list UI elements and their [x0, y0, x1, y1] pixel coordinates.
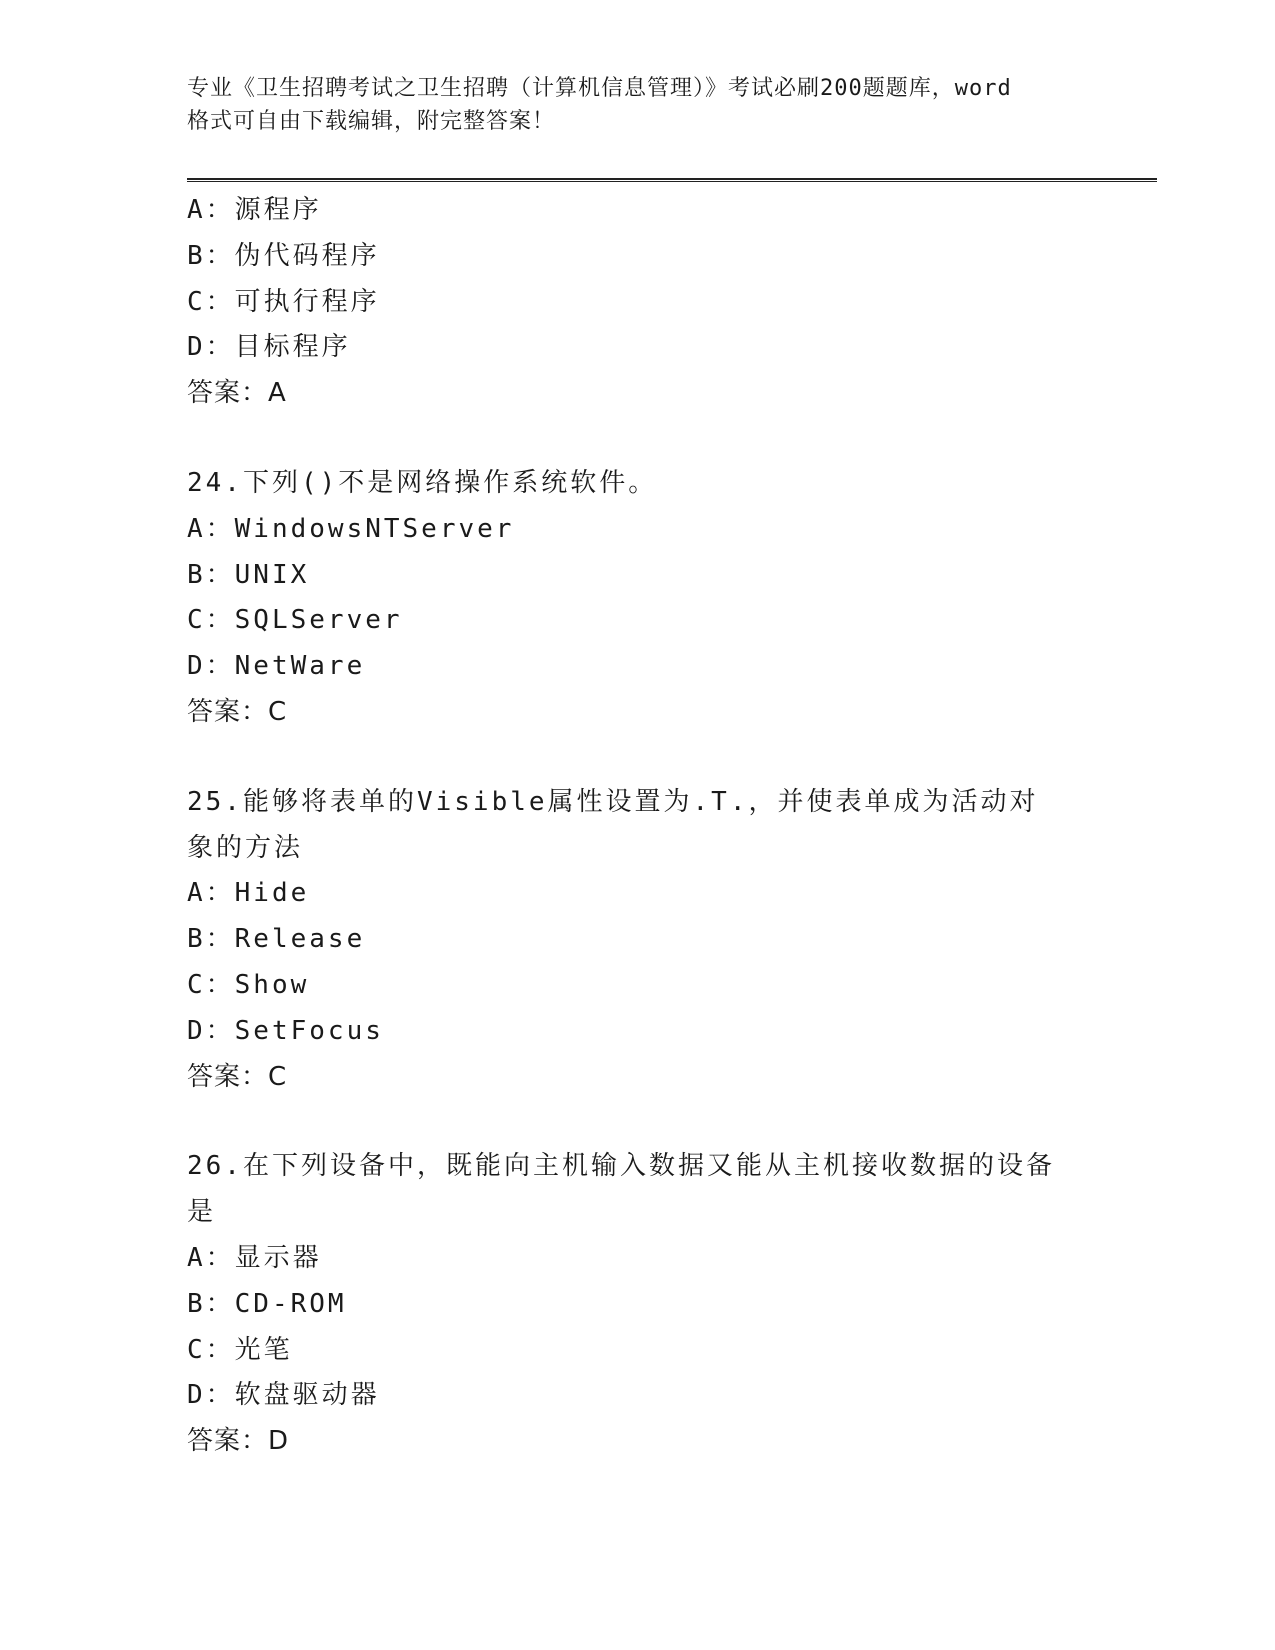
question-stem: 24.下列()不是网络操作系统软件。	[187, 467, 658, 498]
header-divider	[187, 178, 1157, 182]
question-stem: 25.能够将表单的Visible属性设置为.T.，并使表单成为活动对象的方法	[187, 786, 1039, 863]
option-d: D：SetFocus	[187, 1015, 384, 1046]
option-a: A：显示器	[187, 1242, 322, 1273]
option-c: C：光笔	[187, 1334, 293, 1365]
question-spacer	[187, 1100, 1157, 1144]
question-block-partial	[187, 188, 1157, 417]
document-header	[187, 72, 1087, 138]
option-d: D：目标程序	[187, 332, 351, 363]
answer-line: 答案：C	[187, 696, 288, 727]
option-b: B：伪代码程序	[187, 240, 380, 271]
option-a: A：源程序	[187, 195, 322, 225]
question-stem: 26.在下列设备中，既能向主机输入数据又能从主机接收数据的设备是	[187, 1151, 1055, 1228]
document-page	[187, 0, 1157, 1650]
question-spacer	[187, 736, 1157, 780]
option-b: B：Release	[187, 924, 366, 955]
option-c: C：SQLServer	[187, 605, 403, 636]
header-title-line-1: 专业《卫生招聘考试之卫生招聘（计算机信息管理）》考试必刷200题题库，word	[187, 76, 1012, 101]
option-b: B：CD-ROM	[187, 1288, 347, 1319]
option-d: D：NetWare	[187, 651, 366, 682]
question-block-24	[187, 461, 1157, 736]
question-spacer	[187, 417, 1157, 461]
option-c: C：可执行程序	[187, 286, 380, 317]
answer-line: 答案：A	[187, 378, 287, 409]
question-block-26	[187, 1144, 1157, 1465]
option-b: B：UNIX	[187, 559, 310, 590]
question-list	[187, 188, 1157, 1465]
option-c: C：Show	[187, 969, 310, 1000]
question-block-25	[187, 780, 1157, 1101]
answer-line: 答案：C	[187, 1061, 288, 1092]
header-title-line-2: 格式可自由下载编辑，附完整答案！	[187, 109, 556, 134]
option-a: A：Hide	[187, 878, 310, 909]
option-d: D：软盘驱动器	[187, 1380, 380, 1411]
option-a: A：WindowsNTServer	[187, 513, 515, 544]
answer-line: 答案：D	[187, 1426, 290, 1457]
